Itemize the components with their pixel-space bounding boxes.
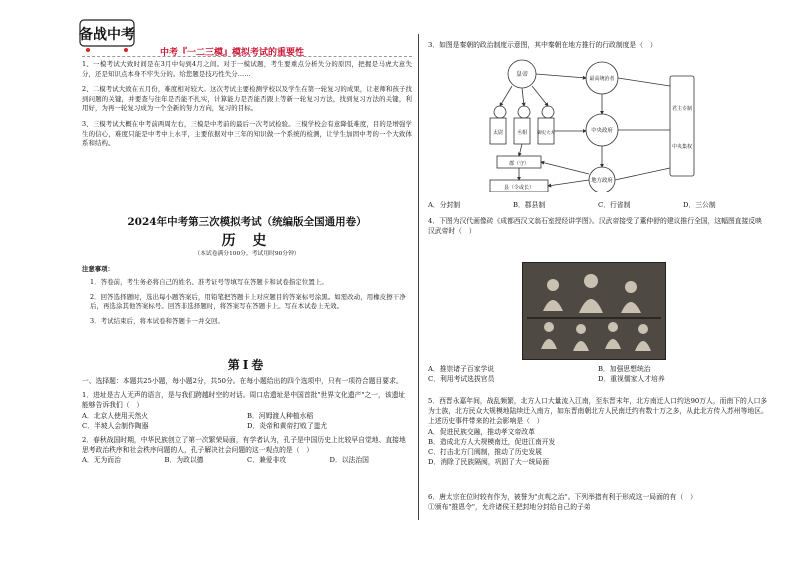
question-stem: 6．唐太宗在位时较有作为，被誉为"贞观之治"。下列举措有利于形成这一局面的有（ ） [428,493,697,501]
diagram-emperor: 皇帝 [515,71,529,78]
question-3-options [428,200,768,210]
option-d[interactable]: D．消除了民族隔阂，巩固了大一统局面 [428,458,549,467]
option-d[interactable]: D．重视儒家人才培养 [598,375,665,384]
question-5 [428,396,768,467]
svg-text:备战中考: 备战中考 [79,27,135,43]
question-stem: 2．春秋战国时期，中华民族创立了第一次繁荣局面，有学者认为，孔子是中国历史上比较早自觉地、直接地思考政治秩序和社会秩序问题的人，孔子解决社会问题的这一观点的是（ ） [82,436,406,455]
option-a[interactable]: A．无为而治 [82,456,121,465]
diagram-yushi: 御史大夫 [537,131,555,136]
question-1 [82,390,412,431]
diagram-power: 最高统治者 [589,76,615,82]
left-questions [82,376,412,466]
option-a[interactable]: A．推崇诸子百家学说 [428,365,495,373]
diagram-local: 地方政府 [591,178,613,184]
promo-paragraph: 2、二模考试大致在五月份，难度相对较大。这次考试主要检测学校以及学生在第一轮复习的成果，让老师和孩子找到问题的关键，并要查与往年是否能不扎实，计算能力是否能否跟上等新一轮复习方法，找到复习方法的关键，利用好，为再一轮复习成为一个全新的努力方向，复习的目标。 [82,85,412,113]
diagram-side2: 中央集权 [671,144,693,150]
question-4-options [428,364,768,384]
options [82,455,412,465]
diagram-taiwei: 太尉 [492,130,504,136]
option-d[interactable]: D．炎帝和黄帝打败了蚩尤 [247,421,328,430]
option-b[interactable]: B．河姆渡人种植水稻 [247,411,314,420]
promo-paragraph: 1、一模考试大致时间是在3月中旬到4月之间。对于一模试题，考生要重点分析失分的原因，把握是马虎大意失分，还是知识点本身不牢失分的。给您题是技巧性失分…… [82,60,412,78]
diagram-chancellor: 丞相 [516,130,528,136]
option-c[interactable]: C．打击北方门阀制，推动了历史发展 [428,448,542,457]
brand-logo [78,18,136,54]
diagram-jun: 郡（守） [508,161,530,167]
qin-politics-diagram [452,56,702,192]
section-instruction: 一、选择题：本题共25小题，每小题2分，共50分。在每小题给出的四个选项中，只有一项符合题目要求。 [82,377,403,385]
options [82,411,412,431]
subject-title: 历 史 [221,233,273,249]
option-a[interactable]: A．促进民族交融，推动孝文帝改革 [428,427,535,436]
option-c[interactable]: C．兼爱非攻 [247,456,287,465]
option-c[interactable]: C．利用考试选拔官员 [428,375,495,384]
option-a[interactable]: A．北京人使用天然火 [82,411,149,420]
options [428,364,768,384]
part-title: 第Ⅰ卷 [227,358,267,372]
notice-item: 1．答卷前，考生务必将自己的姓名、准考证号等填写在答题卡和试卷指定位置上。 [90,278,328,286]
question-3-stem: 3．如图是秦朝的政治制度示意图，其中秦朝在地方推行的行政制度是（ ） [428,41,657,49]
diagram-central: 中央政府 [591,128,613,134]
option-b[interactable]: B．加强思想统治 [598,365,651,373]
statement-1: ①颁布"推恩令"，允许诸侯王把封地分封给自己的子弟 [428,503,591,512]
diagram-side1: 君主专制 [671,106,693,112]
notice-item: 3．考试结束后，将本试卷和答题卡一并交回。 [90,316,224,325]
option-b[interactable]: B．郡县制 [513,201,546,209]
options [428,200,768,210]
notice-list [90,278,412,331]
exam-title: 2024年中考第三次模拟考试（统编版全国通用卷） [127,216,367,228]
promo-text [82,60,412,155]
exam-info: （本试卷满分100分，考试用时90分钟） [194,251,300,257]
question-6 [428,492,768,512]
question-2 [82,435,412,466]
option-b[interactable]: B．造成北方人大规模南迁，促进江南开发 [428,437,556,446]
han-brick-image [522,262,666,360]
notice-heading: 注意事项： [82,265,114,273]
promo-title: 中考『一二三模』模拟考试的重要性 [160,48,305,58]
diagram-xian: 县（令或长） [503,185,535,191]
option-d[interactable]: D．三公制 [683,201,716,209]
column-divider [418,34,419,520]
question-stem: 1．进址是古人无声的语言，是与我们跨越时空的对话。周口店遗址是中国首批"世界文化遗产"之一，该遗址能够告诉我们（ ） [82,391,406,410]
option-a[interactable]: A．分封制 [428,201,461,209]
option-d[interactable]: D．以法治国 [329,456,369,465]
notice-item: 2．回答选择题时，选出每小题答案后，用铅笔把答题卡上对应题目的答案标号涂黑。如需改动，用橡皮擦干净后，再选涂其他答案标号。回答非选择题时，将答案写在答题卡上。写在本试卷上无效。 [90,292,406,311]
question-stem: 5．西晋永嘉年间，战乱频繁，北方人口大量流入江南，至东晋末年，北方南迁人口约达90万人，而南下的人口多为士族，北方民众大规模地陆续迁入南方，如东晋南朝北方人民南迁约有数十万之多，从此北方传入苏州等地区。上述历史事件带来的社会影响是（ ） [428,397,768,426]
dashed-rule [82,56,412,57]
promo-paragraph: 3、三模考试大概在中考前两周左右，三模是中考前的最后一次考试检验。三模学校会有意降低难度，目的是增强学生的信心，难度只能是中考中上水平，主要依据对中三年的知识做一个系统的检测，让学生加固中考的一个大致体系和结构。 [82,119,412,148]
option-c[interactable]: C．行省制 [598,201,631,209]
option-c[interactable]: C．半坡人会制作陶器 [82,421,149,430]
question-4-stem: 4．下图为汉代画像砖《成都西汉文翁石室授经讲学图》。汉武帝接受了董仲舒的建议推行全国，这幅图直接反映汉武帝时（ ） [428,217,762,236]
option-b[interactable]: B．为政以德 [164,456,204,465]
